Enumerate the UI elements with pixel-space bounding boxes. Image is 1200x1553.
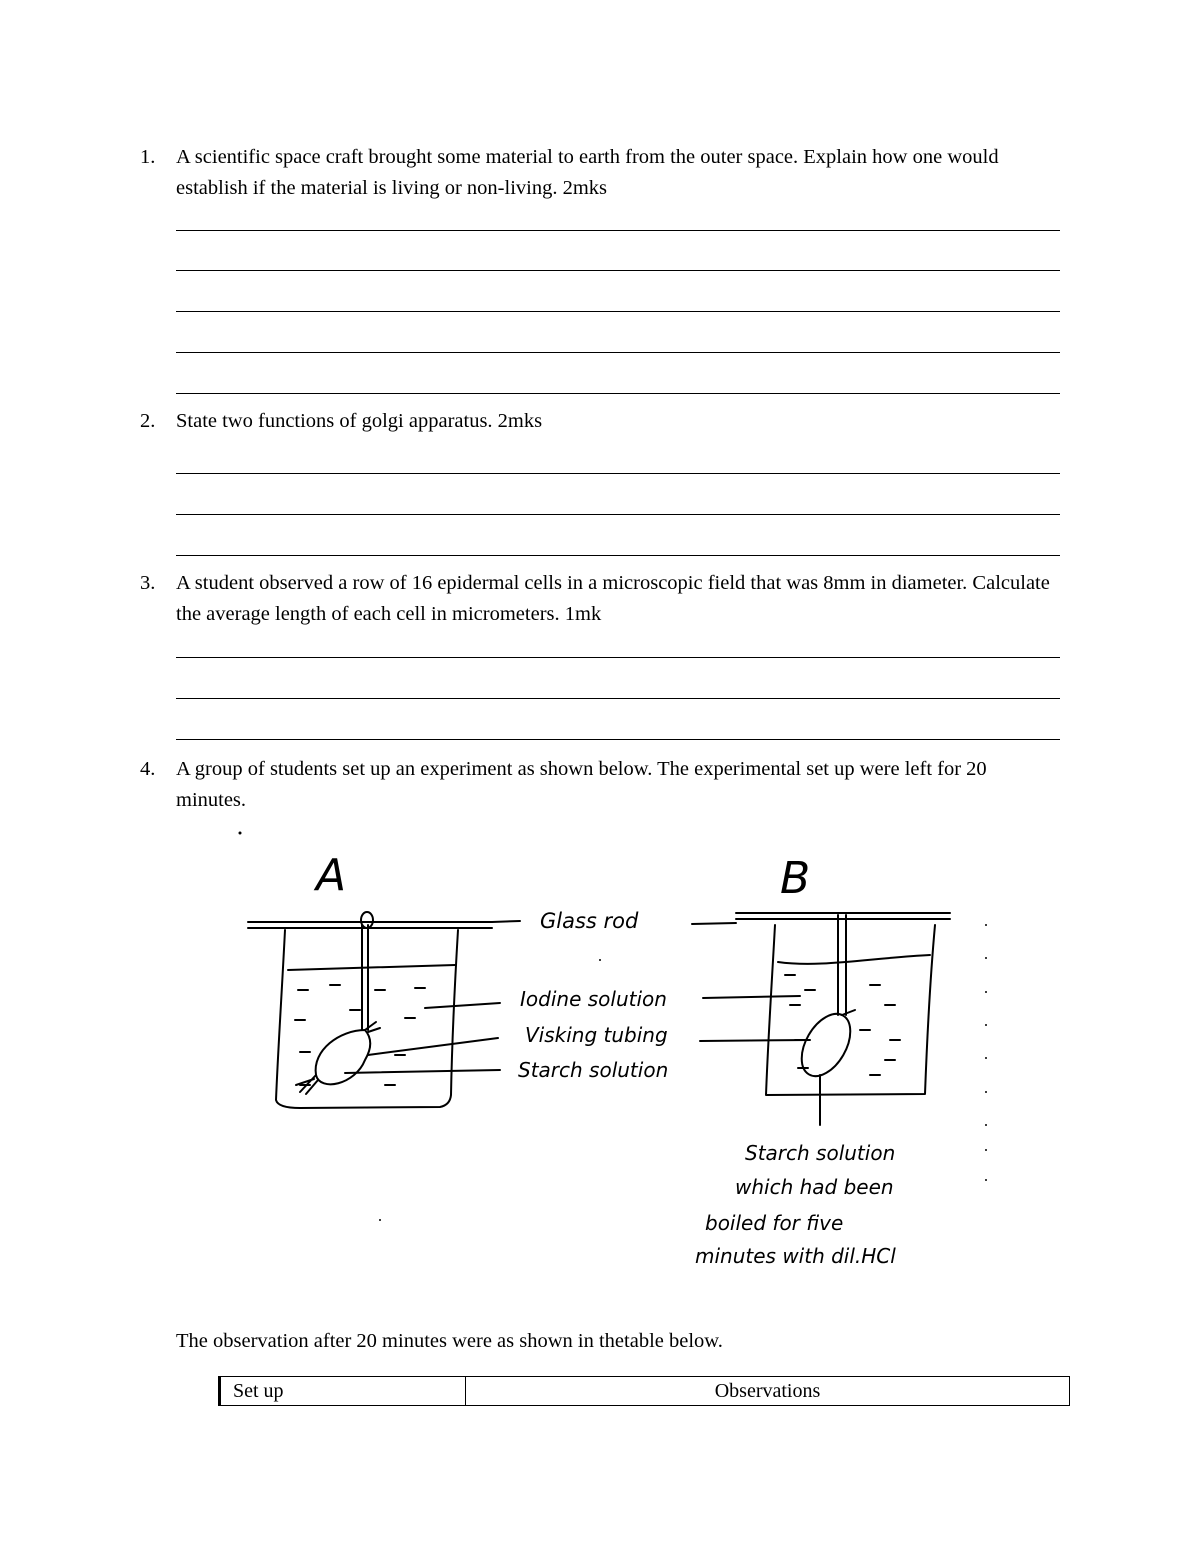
answer-line[interactable] [176,698,1060,699]
beaker-b [766,925,935,1095]
question-text: A scientific space craft brought some material to earth from the outer space. Explain how one would establish if the material is living or non-living. 2mks [176,146,999,199]
question-text: A student observed a row of 16 epidermal cells in a microscopic field that was 8mm in diameter. Calculate the average length of each cell in micrometers. 1mk [176,572,1050,625]
answer-line[interactable] [176,514,1060,515]
experiment-diagram [0,820,1200,1290]
answer-line[interactable] [176,270,1060,271]
question-number: 2. [140,410,156,432]
label-boiled-line-3: boiled for five [705,1211,844,1235]
observations-table [218,1376,1070,1406]
answer-line[interactable] [176,739,1060,740]
liquid-level-a [288,965,455,970]
liquid-level-b [778,955,930,964]
question-text: State two functions of golgi apparatus. 2mks [176,410,543,432]
label-boiled-line-1: Starch solution [745,1141,896,1165]
label-glass-rod: Glass rod [540,909,639,933]
answer-line[interactable] [176,555,1060,556]
table-caption: The observation after 20 minutes were as shown in thetable below. [176,1330,723,1352]
label-iodine-solution: Iodine solution [520,987,667,1011]
label-visking-tubing: Visking tubing [525,1023,668,1047]
label-starch-solution: Starch solution [518,1058,669,1082]
answer-line[interactable] [176,657,1060,658]
answer-line[interactable] [176,473,1060,474]
table-header-row [220,1377,1070,1406]
label-a: A [316,850,347,901]
answer-line[interactable] [176,352,1060,353]
header-setup: Set up [220,1377,466,1406]
label-b: B [780,853,811,904]
question-number: 3. [140,572,156,594]
label-boiled-line-2: which had been [735,1175,894,1199]
question-number: 1. [140,146,156,168]
header-observations: Observations [466,1377,1070,1406]
visking-tube-b [792,1006,861,1085]
answer-line[interactable] [176,393,1060,394]
answer-line[interactable] [176,230,1060,231]
visking-tube-a [316,1030,371,1084]
question-number: 4. [140,758,156,780]
question-text: A group of students set up an experiment as shown below. The experimental set up were left for 20 minutes. [176,758,987,811]
label-boiled-line-4: minutes with dil.HCl [695,1244,896,1268]
answer-line[interactable] [176,311,1060,312]
